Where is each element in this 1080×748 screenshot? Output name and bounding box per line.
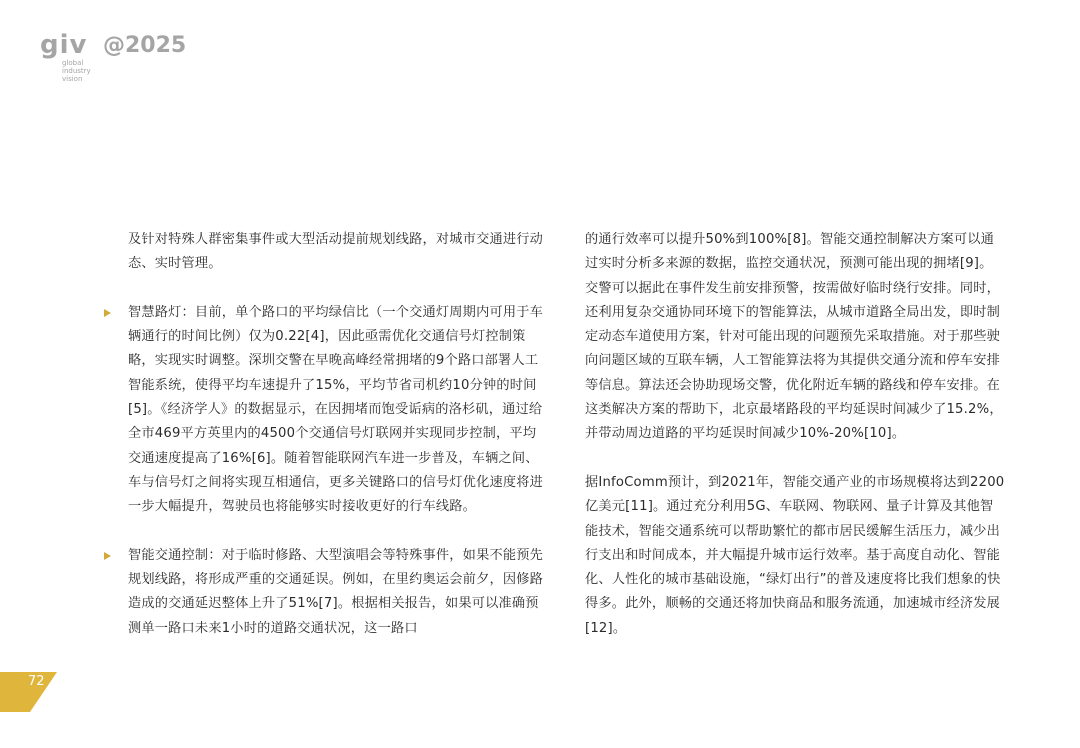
logo-tagline-line: industry [62, 67, 91, 75]
logo-year: @2025 [103, 33, 187, 58]
right-column [585, 228, 1005, 641]
bullet-item-smart-streetlight [128, 301, 546, 520]
giv-logo-mark: giv [40, 30, 88, 60]
bullet-text: 智慧路灯：目前，单个路口的平均绿信比（一个交通灯周期内可用于车辆通行的时间比例）仅为0.22[4]，因此亟需优化交通信号灯控制策略，实现实时调整。深圳交警在早晚高峰经常拥堵的9个路口部署人工智能系统，使得平均车速提升了15%，平均节省司机约10分钟的时间[5]。《经济学人》的数据显示，在因拥堵而饱受诟病的洛杉矶，通过给全市469平方英里内的4500个交通信号灯联网并实现同步控制，平均交通速度提高了16%[6]。随着智能联网汽车进一步普及，车辆之间、车与信号灯之间将实现互相通信，更多关键路口的信号灯优化速度将进一步大幅提升，驾驶员也将能够实时接收更好的行车线路。 [128, 304, 544, 515]
logo-tagline-line: vision [62, 75, 83, 83]
page-number-tab [0, 672, 60, 712]
triangle-bullet-icon [104, 552, 111, 560]
logo-tagline-line: global [62, 59, 84, 67]
bullet-item-smart-traffic-control [128, 544, 546, 641]
body-paragraph: 据InfoComm预计，到2021年，智能交通产业的市场规模将达到2200亿美元[11]。通过充分利用5G、车联网、物联网、量子计算及其他智能技术，智能交通系统可以帮助繁忙的都市居民缓解生活压力，减少出行支出和时间成本，并大幅提升城市运行效率。基于高度自动化、智能化、人性化的城市基础设施，“绿灯出行”的普及速度将比我们想象的快得多。此外，顺畅的交通还将加快商品和服务流通，加速城市经济发展[12]。 [585, 474, 1005, 636]
left-column [128, 228, 546, 641]
page-number: 72 [28, 674, 45, 689]
intro-paragraph: 及针对特殊人群密集事件或大型活动提前规划线路，对城市交通进行动态、实时管理。 [128, 232, 544, 272]
triangle-bullet-icon [104, 309, 111, 317]
logo-tagline [62, 59, 91, 83]
header-logo [40, 30, 220, 90]
bullet-text: 智能交通控制：对于临时修路、大型演唱会等特殊事件，如果不能预先规划线路，将形成严重的交通延误。例如，在里约奥运会前夕，因修路造成的交通延迟整体上升了51%[7]。根据相关报告，如果可以准确预测单一路口未来1小时的道路交通状况，这一路口 [128, 547, 544, 636]
body-paragraph: 的通行效率可以提升50%到100%[8]。智能交通控制解决方案可以通过实时分析多来源的数据，监控交通状况，预测可能出现的拥堵[9]。交警可以据此在事件发生前安排预警，按需做好临时绕行安排。同时，还利用复杂交通协同环境下的智能算法，从城市道路全局出发，即时制定动态车道使用方案，针对可能出现的问题预先采取措施。对于那些驶向问题区域的互联车辆，人工智能算法将为其提供交通分流和停车安排等信息。算法还会协助现场交警，优化附近车辆的路线和停车安排。在这类解决方案的帮助下，北京最堵路段的平均延误时间减少了15.2%，并带动周边道路的平均延误时间减少10%-20%[10]。 [585, 232, 1003, 442]
